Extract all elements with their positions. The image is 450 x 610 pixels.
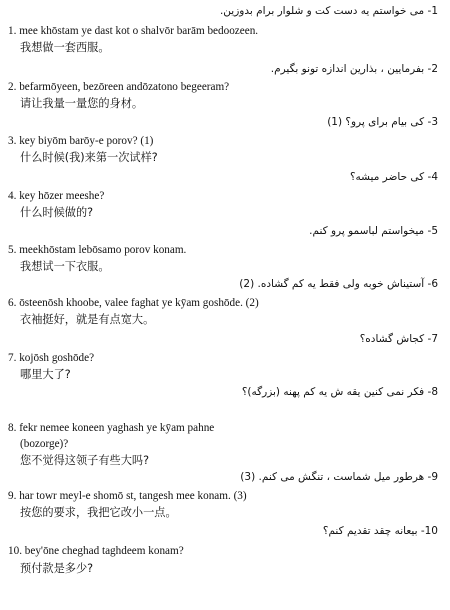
chinese-line-7: 哪里大了?	[20, 368, 71, 381]
persian-line-5: 5- میخواستم لباسمو پرو کنم.	[309, 225, 438, 237]
romanized-text: ōsteenōsh khoobe, valee faghat ye kȳam goshōde. (2)	[19, 297, 259, 309]
romanized-line-3	[8, 136, 153, 147]
item-number: 1.	[8, 25, 17, 37]
romanized-line-7	[8, 353, 94, 364]
romanized-text: key biyōm barōy-e porov? (1)	[19, 135, 154, 147]
item-number: 7.	[8, 352, 17, 364]
romanized-line-10	[8, 546, 184, 557]
persian-line-4: 4- کی حاضر میشه؟	[349, 171, 438, 183]
romanized-text: kojōsh goshōde?	[19, 352, 95, 364]
item-number: 9.	[8, 490, 17, 502]
romanized-text: mee khōstam ye dast kot o shalvōr barām bedoozeen.	[19, 25, 259, 37]
romanized-line-4	[8, 191, 104, 202]
chinese-line-6: 衣袖挺好，就是有点宽大。	[20, 313, 155, 326]
item-number: 4.	[8, 190, 17, 202]
chinese-line-2: 请让我量一量您的身材。	[20, 97, 144, 110]
item-number: 2.	[8, 81, 17, 93]
chinese-line-10: 预付款是多少?	[20, 562, 94, 575]
chinese-line-4: 什么时候做的?	[20, 206, 94, 219]
item-number: 10.	[8, 545, 22, 557]
persian-line-7: 7- کجاش گشاده؟	[359, 333, 438, 345]
romanized-text: befarmōyeen, bezōreen andōzatono begeeram?	[19, 81, 230, 93]
chinese-line-9: 按您的要求，我把它改小一点。	[20, 506, 177, 519]
romanized-text: bey'ōne cheghad taghdeem konam?	[24, 545, 184, 557]
romanized-line-6	[8, 298, 259, 309]
romanized-line-9	[8, 491, 247, 502]
romanized-text: meekhōstam lebōsamo porov konam.	[19, 244, 187, 256]
chinese-line-1: 我想做一套西服。	[20, 41, 110, 54]
persian-line-8: 8- فکر نمی کنین یقه ش یه کم پهنه (بزرگه)؟	[241, 386, 438, 398]
chinese-line-5: 我想试一下衣服。	[20, 260, 110, 273]
romanized-text: fekr nemee koneen yaghash ye kȳam pahne	[19, 422, 215, 434]
chinese-line-3: 什么时候(我)来第一次试样?	[20, 151, 158, 164]
item-number: 5.	[8, 244, 17, 256]
romanized-line-8-continued: (bozorge)?	[20, 438, 69, 450]
persian-line-2: 2- بفرمایین ، بذارین اندازه تونو بگیرم.	[270, 63, 438, 75]
persian-line-6: 6- آستیناش خوبه ولی فقط یه کم گشاده. (2)	[239, 278, 438, 290]
persian-line-3: 3- کی بیام برای پرو؟ (1)	[327, 116, 438, 128]
romanized-line-5	[8, 245, 186, 256]
item-number: 6.	[8, 297, 17, 309]
persian-line-9: 9- هرطور میل شماست ، تنگش می کنم. (3)	[240, 471, 438, 483]
persian-line-10: 10- بیعانه چقد تقدیم کنم؟	[322, 525, 438, 537]
romanized-line-2	[8, 82, 229, 93]
romanized-text: har towr meyl-e shomō st, tangesh mee konam. (3)	[19, 490, 247, 502]
romanized-line-1	[8, 26, 258, 37]
romanized-line-8	[8, 423, 214, 434]
romanized-text: key hōzer meeshe?	[19, 190, 105, 202]
chinese-line-8: 您不觉得这领子有些大吗?	[20, 454, 150, 467]
item-number: 8.	[8, 422, 17, 434]
persian-line-1: 1- می خواستم یه دست کت و شلوار برام بدوزین.	[219, 5, 438, 17]
item-number: 3.	[8, 135, 17, 147]
